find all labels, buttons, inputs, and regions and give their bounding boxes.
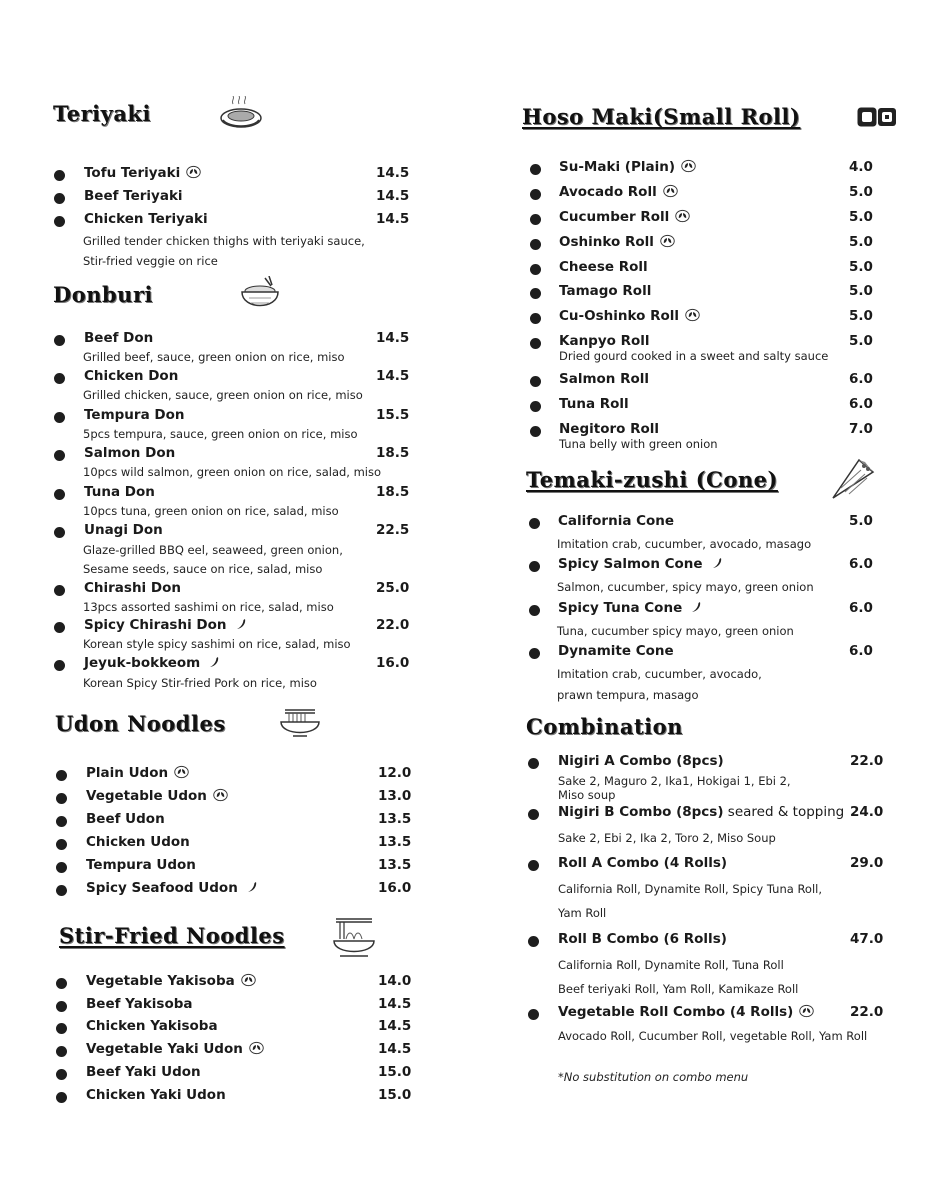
menu-item-price: 14.5	[378, 1018, 412, 1034]
menu-item-price: 5.0	[849, 259, 873, 275]
vegetarian-leaf-icon	[249, 1041, 264, 1055]
menu-item-description: Tuna, cucumber spicy mayo, green onion	[557, 624, 794, 638]
bullet-dot	[54, 412, 65, 423]
rice-bowl-icon	[239, 276, 281, 314]
menu-item-price: 13.5	[378, 834, 412, 850]
bullet-dot	[54, 170, 65, 181]
menu-item-name: Tuna Don	[84, 484, 155, 500]
menu-item-price: 13.5	[378, 811, 412, 827]
menu-item-name: Tempura Udon	[86, 857, 196, 873]
bullet-dot	[530, 214, 541, 225]
menu-item-price: 18.5	[376, 445, 410, 461]
menu-item-name: Spicy Seafood Udon	[86, 880, 258, 896]
menu-item-name: Su-Maki (Plain)	[559, 159, 696, 175]
menu-item-name: Tamago Roll	[559, 283, 652, 299]
stir-fried-title: Stir-Fried Noodles	[59, 923, 285, 948]
menu-item-description: California Roll, Dynamite Roll, Spicy Tuna Roll,	[558, 882, 823, 896]
bullet-dot	[56, 1092, 67, 1103]
menu-item-name: Vegetable Yaki Udon	[86, 1041, 264, 1057]
menu-item-name: Chicken Udon	[86, 834, 190, 850]
menu-item-description: Dried gourd cooked in a sweet and salty sauce	[559, 349, 829, 363]
noodle-bowl-icon	[279, 704, 321, 740]
menu-item-price: 13.5	[378, 857, 412, 873]
menu-item-price: 14.5	[376, 330, 410, 346]
menu-item-name: Beef Yakisoba	[86, 996, 193, 1012]
menu-item-description: 10pcs wild salmon, green onion on rice, salad, miso	[83, 465, 382, 479]
menu-item-name: Chicken Teriyaki	[84, 211, 208, 227]
menu-item-name: Tuna Roll	[559, 396, 629, 412]
menu-item-price: 6.0	[849, 600, 873, 616]
menu-item-name: Negitoro Roll	[559, 421, 660, 437]
menu-item-name: Vegetable Roll Combo (4 Rolls)	[558, 1004, 814, 1020]
menu-item-description: 10pcs tuna, green onion on rice, salad, miso	[83, 504, 339, 518]
teriyaki-dish-icon	[219, 96, 263, 130]
menu-item-description: Korean style spicy sashimi on rice, salad, miso	[83, 637, 351, 651]
bullet-dot	[54, 660, 65, 671]
menu-item-description: Tuna belly with green onion	[559, 437, 718, 451]
menu-item-price: 5.0	[849, 308, 873, 324]
bullet-dot	[56, 1069, 67, 1080]
menu-item-name: Chicken Don	[84, 368, 179, 384]
udon-title: Udon Noodles	[55, 711, 226, 736]
vegetarian-leaf-icon	[681, 159, 696, 173]
menu-item-name: Vegetable Udon	[86, 788, 228, 804]
menu-item-price: 12.0	[378, 765, 412, 781]
menu-item-price: 22.0	[850, 753, 884, 769]
menu-item-price: 15.0	[378, 1064, 412, 1080]
bullet-dot	[56, 793, 67, 804]
vegetarian-leaf-icon	[799, 1004, 814, 1018]
spicy-chili-icon	[690, 601, 702, 613]
menu-item-price: 22.0	[376, 617, 410, 633]
menu-item-price: 14.5	[376, 188, 410, 204]
menu-item-name: Tofu Teriyaki	[84, 165, 201, 181]
bullet-dot	[56, 1046, 67, 1057]
spicy-chili-icon	[711, 557, 723, 569]
menu-item-price: 47.0	[850, 931, 884, 947]
menu-item-description: California Roll, Dynamite Roll, Tuna Roll	[558, 958, 784, 972]
menu-item-name: California Cone	[558, 513, 675, 529]
menu-item-name: Plain Udon	[86, 765, 189, 781]
menu-item-price: 22.0	[850, 1004, 884, 1020]
menu-item-name: Chirashi Don	[84, 580, 181, 596]
bullet-dot	[528, 860, 539, 871]
menu-item-name: Chicken Yaki Udon	[86, 1087, 226, 1103]
bullet-dot	[530, 313, 541, 324]
menu-item-name: Beef Don	[84, 330, 154, 346]
menu-item-description: Sesame seeds, sauce on rice, salad, miso	[83, 562, 323, 576]
bullet-dot	[56, 1023, 67, 1034]
menu-item-name: Beef Yaki Udon	[86, 1064, 201, 1080]
bullet-dot	[528, 809, 539, 820]
menu-item-name: Spicy Salmon Cone	[558, 556, 723, 572]
menu-item-description: prawn tempura, masago	[557, 688, 699, 702]
menu-item-description: Salmon, cucumber, spicy mayo, green onion	[557, 580, 814, 594]
menu-item-price: 22.5	[376, 522, 410, 538]
menu-item-price: 14.5	[376, 211, 410, 227]
bullet-dot	[528, 936, 539, 947]
menu-item-price: 18.5	[376, 484, 410, 500]
menu-item-name: Unagi Don	[84, 522, 163, 538]
temaki-title: Temaki-zushi (Cone)	[526, 467, 778, 492]
menu-item-name: Nigiri B Combo (8pcs) seared & topping	[558, 804, 845, 820]
spicy-chili-icon	[235, 618, 247, 630]
bullet-dot	[56, 839, 67, 850]
menu-item-price: 6.0	[849, 396, 873, 412]
menu-item-description: 5pcs tempura, sauce, green onion on rice, miso	[83, 427, 358, 441]
bullet-dot	[530, 288, 541, 299]
menu-item-description: Grilled chicken, sauce, green onion on rice, miso	[83, 388, 363, 402]
menu-item-description: Yam Roll	[558, 906, 607, 920]
bullet-dot	[530, 164, 541, 175]
menu-item-name: Spicy Tuna Cone	[558, 600, 702, 616]
bullet-dot	[529, 605, 540, 616]
menu-item-price: 29.0	[850, 855, 884, 871]
menu-item-price: 14.5	[378, 996, 412, 1012]
menu-item-name: Oshinko Roll	[559, 234, 675, 250]
bullet-dot	[56, 978, 67, 989]
vegetarian-leaf-icon	[663, 184, 678, 198]
menu-item-name: Cheese Roll	[559, 259, 648, 275]
bullet-dot	[54, 216, 65, 227]
bullet-dot	[530, 376, 541, 387]
menu-item-description: Miso soup	[558, 788, 616, 802]
bullet-dot	[54, 193, 65, 204]
bullet-dot	[54, 489, 65, 500]
menu-item-description: Beef teriyaki Roll, Yam Roll, Kamikaze Roll	[558, 982, 799, 996]
menu-item-name: Roll A Combo (4 Rolls)	[558, 855, 728, 871]
spicy-chili-icon	[246, 881, 258, 893]
menu-item-description: Grilled beef, sauce, green onion on rice, miso	[83, 350, 345, 364]
menu-item-price: 5.0	[849, 234, 873, 250]
menu-item-price: 16.0	[376, 655, 410, 671]
bullet-dot	[56, 816, 67, 827]
menu-item-description: Sake 2, Maguro 2, Ika1, Hokigai 1, Ebi 2,	[558, 774, 791, 788]
menu-item-name: Tempura Don	[84, 407, 185, 423]
menu-item-price: 4.0	[849, 159, 873, 175]
bullet-dot	[530, 338, 541, 349]
menu-item-price: 15.5	[376, 407, 410, 423]
menu-item-name: Roll B Combo (6 Rolls)	[558, 931, 727, 947]
bullet-dot	[528, 758, 539, 769]
menu-item-description: Glaze-grilled BBQ eel, seaweed, green onion,	[83, 543, 343, 557]
menu-item-description: Imitation crab, cucumber, avocado, masago	[557, 537, 812, 551]
menu-item-price: 14.5	[376, 368, 410, 384]
teriyaki-description: Stir-fried veggie on rice	[83, 254, 218, 268]
menu-item-price: 5.0	[849, 513, 873, 529]
menu-item-name: Spicy Chirashi Don	[84, 617, 247, 633]
bullet-dot	[56, 885, 67, 896]
menu-item-name: Beef Teriyaki	[84, 188, 183, 204]
bullet-dot	[530, 426, 541, 437]
bullet-dot	[529, 518, 540, 529]
bullet-dot	[54, 450, 65, 461]
bullet-dot	[54, 373, 65, 384]
bullet-dot	[54, 622, 65, 633]
vegetarian-leaf-icon	[241, 973, 256, 987]
menu-item-description: Sake 2, Ebi 2, Ika 2, Toro 2, Miso Soup	[558, 831, 776, 845]
menu-item-description: Avocado Roll, Cucumber Roll, vegetable Roll, Yam Roll	[558, 1029, 868, 1043]
bullet-dot	[530, 264, 541, 275]
vegetarian-leaf-icon	[685, 308, 700, 322]
menu-item-name: Avocado Roll	[559, 184, 678, 200]
menu-item-name: Beef Udon	[86, 811, 165, 827]
combination-title: Combination	[526, 714, 683, 739]
donburi-title: Donburi	[53, 282, 153, 307]
bullet-dot	[54, 585, 65, 596]
menu-item-description: 13pcs assorted sashimi on rice, salad, miso	[83, 600, 334, 614]
vegetarian-leaf-icon	[675, 209, 690, 223]
bullet-dot	[56, 862, 67, 873]
menu-item-name: Jeyuk-bokkeom	[84, 655, 220, 671]
menu-item-description: Korean Spicy Stir-fried Pork on rice, miso	[83, 676, 317, 690]
menu-item-price: 5.0	[849, 184, 873, 200]
vegetarian-leaf-icon	[186, 165, 201, 179]
menu-item-price: 16.0	[378, 880, 412, 896]
stir-fried-noodle-icon	[332, 915, 376, 959]
menu-item-name: Dynamite Cone	[558, 643, 674, 659]
vegetarian-leaf-icon	[174, 765, 189, 779]
bullet-dot	[56, 1001, 67, 1012]
teriyaki-description: Grilled tender chicken thighs with teriyaki sauce,	[83, 234, 365, 248]
menu-item-price: 6.0	[849, 371, 873, 387]
menu-item-price: 7.0	[849, 421, 873, 437]
menu-item-name: Nigiri A Combo (8pcs)	[558, 753, 724, 769]
menu-item-name: Cucumber Roll	[559, 209, 690, 225]
menu-item-name: Cu-Oshinko Roll	[559, 308, 700, 324]
menu-item-name: Salmon Don	[84, 445, 176, 461]
bullet-dot	[54, 527, 65, 538]
vegetarian-leaf-icon	[213, 788, 228, 802]
menu-item-description: Imitation crab, cucumber, avocado,	[557, 667, 762, 681]
menu-item-price: 25.0	[376, 580, 410, 596]
menu-item-price: 13.0	[378, 788, 412, 804]
menu-item-name: Vegetable Yakisoba	[86, 973, 256, 989]
bullet-dot	[528, 1009, 539, 1020]
bullet-dot	[54, 335, 65, 346]
bullet-dot	[56, 770, 67, 781]
bullet-dot	[530, 401, 541, 412]
hoso-maki-title: Hoso Maki(Small Roll)	[522, 104, 801, 129]
menu-item-price: 14.5	[378, 1041, 412, 1057]
menu-item-price: 5.0	[849, 333, 873, 349]
menu-item-price: 24.0	[850, 804, 884, 820]
combo-note: *No substitution on combo menu	[558, 1070, 749, 1084]
vegetarian-leaf-icon	[660, 234, 675, 248]
teriyaki-title: Teriyaki	[53, 101, 151, 126]
menu-item-price: 6.0	[849, 556, 873, 572]
bullet-dot	[529, 561, 540, 572]
menu-item-price: 6.0	[849, 643, 873, 659]
menu-item-price: 14.0	[378, 973, 412, 989]
menu-item-name: Kanpyo Roll	[559, 333, 650, 349]
bullet-dot	[529, 648, 540, 659]
hand-roll-cone-icon	[831, 458, 875, 500]
menu-item-price: 5.0	[849, 283, 873, 299]
bullet-dot	[530, 239, 541, 250]
menu-item-name: Chicken Yakisoba	[86, 1018, 218, 1034]
spicy-chili-icon	[208, 656, 220, 668]
menu-item-note: seared & topping	[723, 804, 845, 820]
sushi-roll-icon	[857, 106, 897, 128]
menu-item-price: 15.0	[378, 1087, 412, 1103]
menu-item-name: Salmon Roll	[559, 371, 650, 387]
menu-item-price: 5.0	[849, 209, 873, 225]
bullet-dot	[530, 189, 541, 200]
menu-item-price: 14.5	[376, 165, 410, 181]
